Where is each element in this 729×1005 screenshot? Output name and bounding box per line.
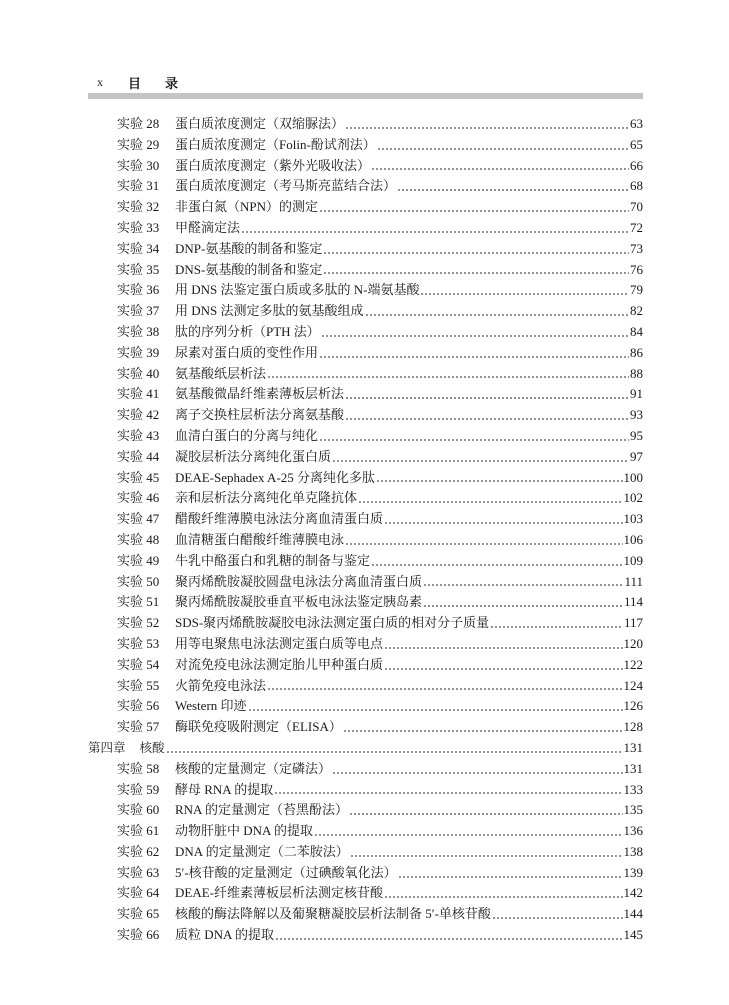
entry-label: 实验 40: [117, 365, 160, 381]
entry-title: DNP-氨基酸的制备和鉴定: [175, 240, 323, 256]
toc-entry[interactable]: [88, 488, 643, 509]
dot-leader: [423, 584, 623, 586]
entry-label: 实验 65: [117, 906, 160, 922]
entry-label: 实验 63: [117, 864, 160, 880]
entry-label: 实验 30: [117, 157, 160, 173]
entry-page-number: 65: [630, 136, 643, 152]
entry-title: 蛋白质浓度测定（双缩脲法）: [175, 116, 345, 131]
toc-entry[interactable]: [88, 114, 643, 135]
toc-entry[interactable]: [88, 863, 643, 884]
entry-label: 实验 62: [117, 843, 160, 859]
dot-leader: [492, 917, 623, 919]
entry-title: 氨基酸微晶纤维素薄板层析法: [175, 386, 345, 402]
dot-leader: [490, 626, 623, 628]
entry-label: 实验 41: [117, 386, 160, 402]
toc-entry[interactable]: [88, 322, 643, 343]
toc-entry[interactable]: [88, 156, 643, 177]
entry-page-number: 131: [623, 760, 643, 776]
entry-title: 5′-核苷酸的定量测定（过碘酸氧化法）: [175, 864, 397, 880]
toc-entry[interactable]: [88, 904, 643, 925]
toc-entry[interactable]: [88, 676, 643, 697]
entry-label: 实验 57: [117, 719, 160, 735]
dot-leader: [350, 855, 623, 857]
dot-leader: [274, 792, 622, 794]
entry-label: 实验 54: [117, 656, 160, 672]
dot-leader: [332, 772, 622, 774]
dot-leader: [423, 605, 623, 607]
header-title-1: 目: [128, 76, 142, 92]
dot-leader: [345, 127, 629, 129]
entry-label: 实验 36: [117, 282, 160, 298]
entry-title: 酶联免疫吸附测定（ELISA）: [175, 719, 342, 735]
toc-entry[interactable]: [88, 592, 643, 613]
toc-entry[interactable]: [88, 135, 643, 156]
entry-page-number: 95: [630, 427, 643, 443]
toc-entry[interactable]: [88, 509, 643, 530]
entry-label: 实验 53: [117, 635, 160, 651]
dot-leader: [323, 252, 629, 254]
chapter-label: 第四章: [88, 739, 126, 755]
dot-leader: [319, 439, 629, 441]
entry-label: 实验 56: [117, 698, 160, 714]
dot-leader: [420, 293, 629, 295]
entry-title: 蛋白质浓度测定（Folin-酚试剂法）: [175, 136, 376, 152]
entry-page-number: 97: [630, 448, 643, 464]
dot-leader: [321, 335, 629, 337]
dot-leader: [275, 938, 623, 940]
entry-label: 实验 31: [117, 178, 160, 194]
entry-page-number: 73: [630, 240, 643, 256]
dot-leader: [398, 876, 623, 878]
entry-page-number: 135: [623, 802, 643, 818]
entry-label: 实验 50: [117, 573, 160, 589]
entry-title: 肽的序列分析（PTH 法）: [175, 323, 320, 339]
entry-title: 对流免疫电泳法测定胎儿甲种蛋白质: [175, 656, 384, 672]
page-number: x: [97, 74, 103, 89]
entry-page-number: 79: [630, 282, 643, 298]
toc-entry[interactable]: [88, 613, 643, 634]
entry-page-number: 145: [623, 927, 643, 943]
entry-title: DNS-氨基酸的制备和鉴定: [175, 261, 323, 277]
entry-page-number: 122: [623, 656, 643, 672]
entry-label: 实验 55: [117, 677, 160, 693]
entry-label: 实验 28: [117, 116, 160, 131]
dot-leader: [345, 397, 629, 399]
entry-label: 实验 42: [117, 407, 160, 423]
dot-leader: [384, 896, 623, 898]
entry-page-number: 144: [623, 906, 643, 922]
entry-page-number: 102: [623, 490, 643, 506]
entry-label: 实验 32: [117, 199, 160, 215]
entry-label: 实验 33: [117, 219, 160, 235]
entry-page-number: 100: [623, 469, 643, 485]
entry-label: 实验 52: [117, 615, 160, 631]
entry-title: 核酸的酶法降解以及葡聚糖凝胶层析法制备 5′-单核苷酸: [175, 906, 491, 922]
entry-title: 醋酸纤维薄膜电泳法分离血清蛋白质: [175, 511, 384, 527]
dot-leader: [371, 168, 629, 170]
toc-entry[interactable]: [88, 655, 643, 676]
dot-leader: [397, 189, 629, 191]
entry-title: 凝胶层析法分离纯化蛋白质: [175, 448, 332, 464]
entry-label: 实验 34: [117, 240, 160, 256]
entry-title: 牛乳中酪蛋白和乳糖的制备与鉴定: [175, 552, 371, 568]
entry-title: 亲和层析法分离纯化单克隆抗体: [175, 490, 358, 506]
entry-title: DEAE-纤维素薄板层析法测定核苷酸: [175, 885, 383, 901]
entry-label: 实验 61: [117, 823, 160, 839]
entry-page-number: 93: [630, 407, 643, 423]
toc-entry[interactable]: [88, 426, 643, 447]
entry-title: RNA 的定量测定（苔黑酚法）: [175, 802, 348, 818]
entry-label: 实验 38: [117, 323, 160, 339]
entry-title: 血清白蛋白的分离与纯化: [175, 427, 319, 443]
toc-entry[interactable]: [88, 364, 643, 385]
entry-page-number: 82: [630, 303, 643, 319]
toc-entry[interactable]: [88, 405, 643, 426]
toc-entry[interactable]: [88, 530, 643, 551]
toc-entry[interactable]: [88, 925, 643, 946]
entry-title: 动物肝脏中 DNA 的提取: [175, 823, 313, 839]
dot-leader: [345, 543, 622, 545]
dot-leader: [319, 210, 629, 212]
dot-leader: [384, 522, 622, 524]
toc-entry[interactable]: [88, 800, 643, 821]
chapter-name: 核酸: [139, 739, 165, 755]
entry-title: 蛋白质浓度测定（考马斯亮蓝结合法）: [175, 178, 397, 194]
entry-page-number: 76: [630, 261, 643, 277]
toc-entry[interactable]: [88, 447, 643, 468]
entry-title: 非蛋白氮（NPN）的测定: [175, 199, 319, 215]
toc-entry[interactable]: [88, 218, 643, 239]
entry-page-number: 86: [630, 344, 643, 360]
entry-title: 尿素对蛋白质的变性作用: [175, 344, 319, 360]
entry-title: DEAE-Sephadex A-25 分离纯化多肽: [175, 469, 376, 485]
entry-title: Western 印迹: [175, 698, 247, 714]
entry-label: 实验 60: [117, 802, 160, 818]
entry-label: 实验 47: [117, 511, 160, 527]
entry-page-number: 128: [623, 719, 643, 735]
running-header: [97, 72, 178, 92]
toc-entry[interactable]: [88, 343, 643, 364]
entry-page-number: 84: [630, 323, 643, 339]
entry-label: 实验 35: [117, 261, 160, 277]
toc-entry[interactable]: [88, 572, 643, 593]
entry-page-number: 106: [623, 531, 643, 547]
entry-page-number: 120: [623, 635, 643, 651]
entry-page-number: 114: [623, 594, 643, 610]
entry-label: 实验 43: [117, 427, 160, 443]
dot-leader: [314, 834, 623, 836]
entry-page-number: 88: [630, 365, 643, 381]
entry-title: 离子交换柱层析法分离氨基酸: [175, 407, 345, 423]
dot-leader: [166, 751, 623, 753]
chapter-title: [88, 738, 165, 759]
entry-label: 实验 39: [117, 344, 160, 360]
dot-leader: [384, 668, 622, 670]
toc-entry[interactable]: [88, 883, 643, 904]
dot-leader: [371, 564, 622, 566]
toc-entry[interactable]: [88, 176, 643, 197]
toc-entry[interactable]: [88, 780, 643, 801]
toc-entry[interactable]: [88, 260, 643, 281]
entry-page-number: 91: [630, 386, 643, 402]
dot-leader: [345, 418, 629, 420]
entry-page-number: 72: [630, 219, 643, 235]
entry-title: 火箭免疫电泳法: [175, 677, 267, 693]
entry-page-number: 70: [630, 199, 643, 215]
entry-page-number: 124: [623, 677, 643, 693]
toc-entry[interactable]: [88, 717, 643, 738]
entry-title: SDS-聚丙烯酰胺凝胶电泳法测定蛋白质的相对分子质量: [175, 615, 490, 631]
dot-leader: [377, 148, 629, 150]
entry-label: 实验 59: [117, 781, 160, 797]
entry-title: 聚丙烯酰胺凝胶垂直平板电泳法鉴定胰岛素: [175, 594, 423, 610]
entry-label: 实验 37: [117, 303, 160, 319]
dot-leader: [384, 647, 622, 649]
toc-entry[interactable]: [88, 551, 643, 572]
dot-leader: [241, 231, 629, 233]
entry-page-number: 63: [630, 116, 643, 131]
table-of-contents: [88, 114, 643, 946]
entry-label: 实验 66: [117, 927, 160, 943]
entry-label: 实验 44: [117, 448, 160, 464]
entry-label: 实验 51: [117, 594, 160, 610]
entry-page-number: 138: [623, 843, 643, 859]
toc-entry[interactable]: [88, 301, 643, 322]
entry-title: 血清糖蛋白醋酸纤维薄膜电泳: [175, 531, 345, 547]
toc-entry[interactable]: [88, 842, 643, 863]
toc-entry[interactable]: [88, 759, 643, 780]
entry-label: 实验 58: [117, 760, 160, 776]
dot-leader: [358, 501, 622, 503]
entry-page-number: 111: [624, 573, 643, 589]
dot-leader: [319, 356, 629, 358]
toc-entry[interactable]: [88, 384, 643, 405]
entry-title: DNA 的定量测定（二苯胺法）: [175, 843, 349, 859]
toc-entry[interactable]: [88, 821, 643, 842]
dot-leader: [248, 709, 623, 711]
entry-title: 甲醛滴定法: [175, 219, 241, 235]
entry-label: 实验 48: [117, 531, 160, 547]
entry-label: 实验 29: [117, 136, 160, 152]
entry-page-number: 103: [623, 511, 643, 527]
entry-page-number: 68: [630, 178, 643, 194]
dot-leader: [343, 730, 623, 732]
dot-leader: [323, 272, 629, 274]
dot-leader: [267, 376, 629, 378]
entry-title: 核酸的定量测定（定磷法）: [175, 760, 332, 776]
entry-title: 用等电聚焦电泳法测定蛋白质等电点: [175, 635, 384, 651]
dot-leader: [267, 688, 622, 690]
entry-title: 聚丙烯酰胺凝胶圆盘电泳法分离血清蛋白质: [175, 573, 423, 589]
entry-label: 实验 64: [117, 885, 160, 901]
toc-entry[interactable]: [88, 239, 643, 260]
entry-page-number: 136: [623, 823, 643, 839]
toc-entry[interactable]: [88, 696, 643, 717]
entry-page-number: 142: [623, 885, 643, 901]
dot-leader: [349, 813, 623, 815]
toc-entry[interactable]: [88, 197, 643, 218]
entry-page-number: 109: [623, 552, 643, 568]
header-title-2: 录: [165, 76, 179, 92]
entry-label: 实验 49: [117, 552, 160, 568]
toc-entry[interactable]: [88, 280, 643, 301]
entry-title: 用 DNS 法测定多肽的氨基酸组成: [175, 303, 364, 319]
toc-entry[interactable]: [88, 468, 643, 489]
entry-title: 酵母 RNA 的提取: [175, 781, 274, 797]
entry-page-number: 117: [623, 615, 643, 631]
entry-title: 用 DNS 法鉴定蛋白质或多肽的 N-端氨基酸: [175, 282, 420, 298]
entry-title: 蛋白质浓度测定（紫外光吸收法）: [175, 157, 371, 173]
entry-label: 实验 46: [117, 490, 160, 506]
header-rule: [88, 93, 643, 99]
entry-title: 氨基酸纸层析法: [175, 365, 267, 381]
dot-leader: [376, 480, 622, 482]
dot-leader: [365, 314, 629, 316]
entry-page-number: 133: [623, 781, 643, 797]
toc-entry[interactable]: [88, 634, 643, 655]
entry-page-number: 126: [623, 698, 643, 714]
entry-page-number: 139: [623, 864, 643, 880]
dot-leader: [332, 460, 629, 462]
chapter-heading[interactable]: [88, 738, 643, 759]
entry-page-number: 131: [623, 739, 643, 755]
entry-page-number: 66: [630, 157, 643, 173]
entry-title: 质粒 DNA 的提取: [175, 927, 274, 943]
entry-label: 实验 45: [117, 469, 160, 485]
